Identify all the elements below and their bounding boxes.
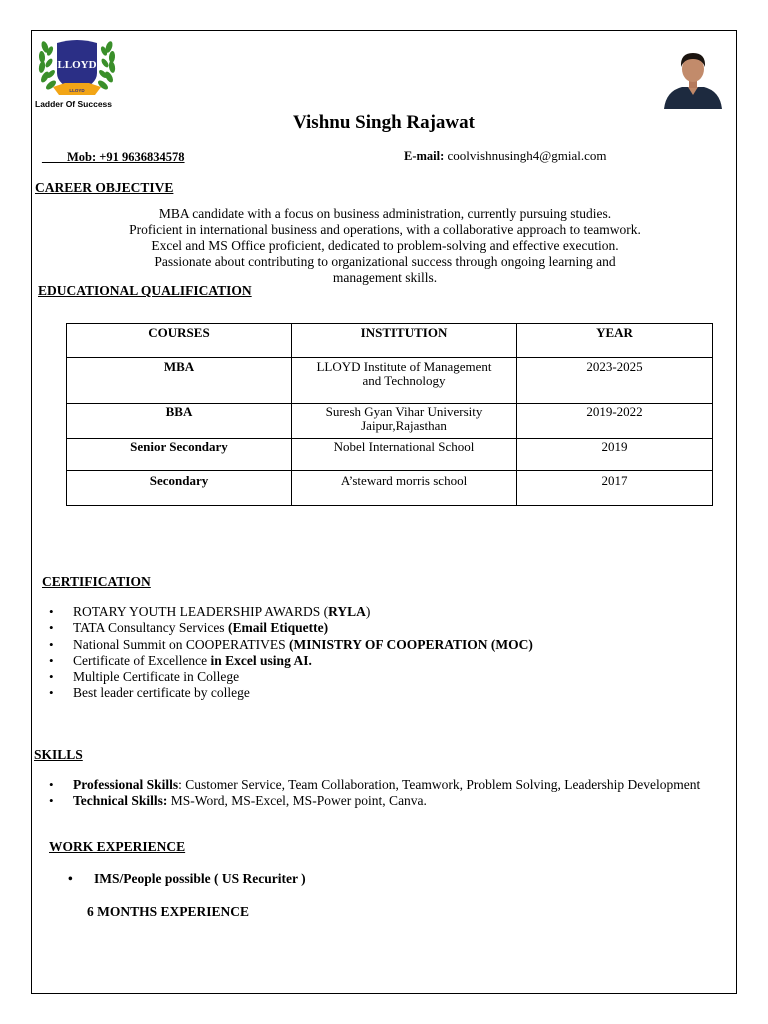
cert-after: ) xyxy=(365,604,371,619)
column-header: YEAR xyxy=(517,324,713,358)
cert-text: Multiple Certificate in College xyxy=(73,669,240,685)
cert-bold: in Excel using AI. xyxy=(210,652,312,668)
resume-page xyxy=(31,30,737,994)
logo-ribbon-text: LLOYD xyxy=(69,88,85,93)
career-objective-text xyxy=(92,206,678,286)
laurel-left-icon xyxy=(38,40,58,91)
column-header: COURSES xyxy=(67,324,292,358)
institution-line: LLOYD Institute of Management xyxy=(316,359,492,374)
email-label: E-mail: xyxy=(404,149,445,163)
institution-cell: A’steward morris school xyxy=(292,471,517,506)
list-item xyxy=(32,793,722,809)
table-row xyxy=(67,358,713,404)
bullet-icon: • xyxy=(68,871,73,886)
list-item xyxy=(32,637,533,653)
course-cell: BBA xyxy=(67,404,292,439)
objective-line: Proficient in international business and operations, with a collaborative approach to teamwork. xyxy=(129,222,641,237)
work-duration: 6 MONTHS EXPERIENCE xyxy=(87,904,250,919)
skill-text: MS-Word, MS-Excel, MS-Power point, Canva. xyxy=(167,793,427,809)
year-cell: 2019 xyxy=(517,439,713,471)
table-header-row xyxy=(67,324,713,358)
year-cell: 2023-2025 xyxy=(517,358,713,404)
skills-heading: SKILLS xyxy=(34,747,83,762)
course-cell: Secondary xyxy=(67,471,292,506)
institution-line: Suresh Gyan Vihar University xyxy=(325,404,483,419)
objective-line: management skills. xyxy=(332,270,438,285)
institution-cell xyxy=(292,404,517,439)
skills-list xyxy=(32,777,722,810)
table-row xyxy=(67,404,713,439)
objective-line: Excel and MS Office proficient, dedicated to problem-solving and effective execution. xyxy=(151,238,619,253)
table-row xyxy=(67,439,713,471)
skill-label: Technical Skills: xyxy=(73,793,168,809)
column-header: INSTITUTION xyxy=(292,324,517,358)
skill-label: Professional Skills xyxy=(73,777,179,792)
laurel-right-icon xyxy=(96,40,116,91)
education-heading: EDUCATIONAL QUALIFICATION xyxy=(38,283,252,298)
list-item xyxy=(32,653,533,669)
profile-photo xyxy=(660,49,726,109)
institution-line: and Technology xyxy=(362,373,446,388)
cert-text: National Summit on COOPERATIVES xyxy=(73,636,290,652)
list-item xyxy=(32,777,722,793)
table-row xyxy=(67,471,713,506)
candidate-name: Vishnu Singh Rajawat xyxy=(293,112,475,133)
cert-text: TATA Consultancy Services xyxy=(73,620,228,636)
logo-text: LLOYD xyxy=(57,59,97,71)
cert-bold: RYLA xyxy=(328,604,366,619)
email-line xyxy=(404,148,606,164)
cert-text: Best leader certificate by college xyxy=(73,685,250,701)
mobile-number: ____Mob: +91 9636834578 xyxy=(42,150,185,164)
list-item xyxy=(32,685,533,701)
certification-heading: CERTIFICATION xyxy=(42,574,151,589)
certification-list xyxy=(32,604,533,702)
work-experience-heading: WORK EXPERIENCE xyxy=(49,839,186,854)
logo-tagline: Ladder Of Success xyxy=(35,99,113,109)
institution-cell xyxy=(292,358,517,404)
career-objective-heading: CAREER OBJECTIVE xyxy=(35,180,174,195)
email-value: coolvishnusingh4@gmial.com xyxy=(444,148,607,163)
institution-line: Jaipur,Rajasthan xyxy=(361,418,447,433)
cert-text: Certificate of Excellence xyxy=(73,652,211,668)
institution-cell: Nobel International School xyxy=(292,439,517,471)
cert-text: ROTARY YOUTH LEADERSHIP AWARDS ( xyxy=(73,604,329,619)
year-cell: 2019-2022 xyxy=(517,404,713,439)
work-item-text: IMS/People possible ( US Recuriter ) xyxy=(94,871,306,886)
objective-line: Passionate about contributing to organizational success through ongoing learning and xyxy=(154,254,616,269)
education-table xyxy=(66,323,713,506)
cert-bold: (MINISTRY OF COOPERATION (MOC) xyxy=(289,636,533,652)
list-item xyxy=(32,604,533,620)
year-cell: 2017 xyxy=(517,471,713,506)
list-item xyxy=(32,620,533,636)
course-cell: MBA xyxy=(67,358,292,404)
course-cell: Senior Secondary xyxy=(67,439,292,471)
objective-line: MBA candidate with a focus on business administration, currently pursuing studies. xyxy=(158,206,612,221)
cert-bold: (Email Etiquette) xyxy=(227,620,329,636)
skill-text: : Customer Service, Team Collaboration, Teamwork, Problem Solving, Leadership Development xyxy=(178,777,701,792)
list-item xyxy=(32,669,533,685)
